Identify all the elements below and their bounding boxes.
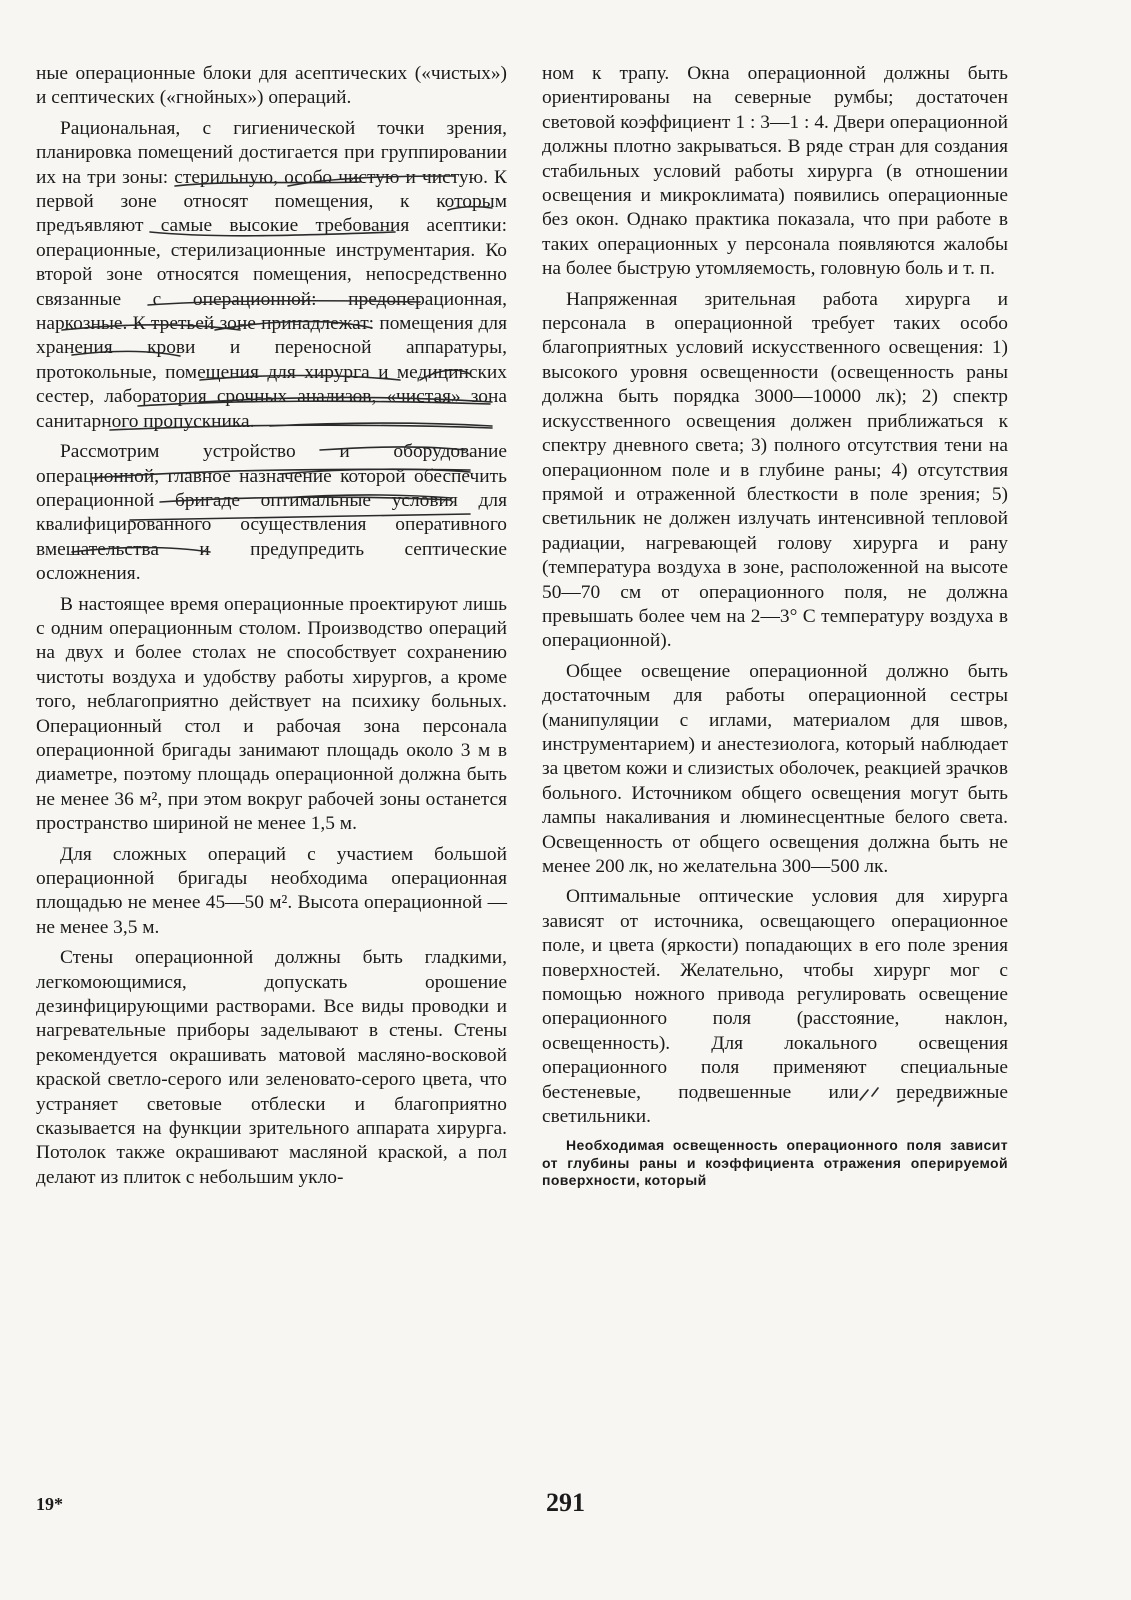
pen-underline	[448, 207, 492, 210]
paragraph: В настоящее время операционные проектируют лишь с одним операционным столом. Производство операций на двух и более столах не способствует сохранению чистоты воздуха и удобству работы хирургов, а кроме того, неблагоприятно действует на психику больных. Операционный стол и рабочая зона персонала операционной бригады занимают площадь около 3 м в диаметре, поэтому площадь операционной должна быть не менее 36 м², при этом вокруг рабочей зоны останется пространство шириной не менее 1,5 м.	[36, 593, 507, 835]
paragraph: Общее освещение операционной должно быть достаточным для работы операционной сестры (манипуляции с иглами, материалом для швов, инструментарием) и анестезиолога, который наблюдает за цветом кожи и слизистых оболочек, реакцией зрачков больного. Источником общего освещения могут быть лампы накаливания и люминесцентные белого света. Освещенность от общего освещения должна быть не менее 200 лк, но желательна 300—500 лк.	[542, 660, 1008, 877]
pen-strike	[320, 447, 465, 450]
page-number: 291	[546, 1488, 585, 1517]
pen-underline	[130, 514, 470, 520]
paragraph: Рациональная, с гигиенической точки зрения, планировка помещений достигается при группировании их на три зоны: стерильную, особо чистую и чистую. К первой зоне относят помещения, к которым предъявляют самые высокие требования асептики: операционные, стерилизационные инструментария. Ко второй зоне относятся помещения, непосредственно связанные с операционной: предоперационная, наркозные. К третьей зоне принадлежат: помещения для хранения крови и переносной аппаратуры, протокольные, помещения для хирурга и медицинских сестер, лаборатория срочных анализов, «чистая» зона санитарного пропускника.	[36, 117, 507, 432]
paragraph: Стены операционной должны быть гладкими, легкомоющимися, допускать орошение дезинфицирующими растворами. Все виды проводки и нагревательные приборы заделывают в стены. Стены рекомендуется окрашивать матовой масляно-восковой краской светло-серого или зеленовато-серого цвета, что устраняет световые отблески и благоприятно сказывается на функции зрительного аппарата хирурга. Потолок также окрашивают масляной краской, а пол делают из плиток с небольшим укло-	[36, 947, 507, 1188]
pen-underline	[420, 370, 470, 380]
pen-underline	[148, 301, 420, 305]
pen-underline	[138, 401, 490, 406]
pen-underline	[175, 182, 360, 186]
pen-underline	[215, 321, 372, 330]
paragraph: Напряженная зрительная работа хирурга и персонала в операционной требует таких особо благоприятных условий искусственного освещения: 1) высокого уровня освещенности (освещенность раны должна быть порядка 3000—10000 лк); 2) спектр искусственного освещения должен приближаться к спектру дневного света; 3) полного отсутствия тени на операционном поле и в глубине раны; 4) отсутствия прямой и отраженной блесткости в поле зрения; 5) светильник не должен излучать интенсивной тепловой радиации, нагревающей голову хирурга и рану (температура воздуха в зоне, расположенной на высоте 50—70 см от операционного поля, не должна превышать более чем на 2—3° С температуру воздуха в операционной).	[542, 288, 1008, 652]
paragraph: ные операционные блоки для асептических («чистых») и септических («гнойных») операций.	[36, 63, 507, 109]
pen-underline	[200, 376, 400, 381]
paragraph: Оптимальные оптические условия для хирурга зависят от источника, освещающего операционное поле, и цвета (яркости) попадающих в его поле зрения поверхностей. Желательно, чтобы хирург мог с помощью ножного привода регулировать освещение операционного поля (расстояние, наклон, освещенность). Для локального освещения операционного поля применяют специальные бестеневые, подвешенные или передвижные светильники.	[542, 886, 1008, 1128]
pen-underline	[110, 425, 492, 430]
paragraph: Для сложных операций с участием большой операционной бригады необходима операционная площадью не менее 45—50 м². Высота операционной — не менее 3,5 м.	[36, 843, 507, 938]
paragraph: Рассмотрим устройство и оборудование операционной, главное назначение которой обеспечить операционной бригаде оптимальные условия для квалифицированного осуществления оперативного вмешательства и предупредить септические осложнения.	[36, 441, 507, 585]
pen-underline	[288, 176, 455, 186]
footnote-text: Необходимая освещенность операционного поля зависит от глубины раны и коэффициента отражения оперируемой поверхности, который	[542, 1137, 1008, 1188]
pen-underline	[72, 351, 180, 356]
signature-mark: 19*	[36, 1494, 63, 1514]
pen-underline	[150, 232, 395, 236]
pen-underline	[62, 325, 240, 330]
pen-underline	[160, 497, 450, 502]
pen-tick	[860, 1088, 942, 1106]
pen-underline	[72, 548, 210, 553]
paragraph: ном к трапу. Окна операционной должны быть ориентированы на северные румбы; достаточен световой коэффициент 1 : 3—1 : 4. Двери операционной должны плотно закрываться. В ряде стран для создания стабильных условий работы хирурга (в отношении освещения и микроклимата) появились операционные без окон. Однако практика показала, что при работе в таких операционных у персонала появляются жалобы на более быструю утомляемость, головную боль и т. п.	[542, 63, 1008, 280]
